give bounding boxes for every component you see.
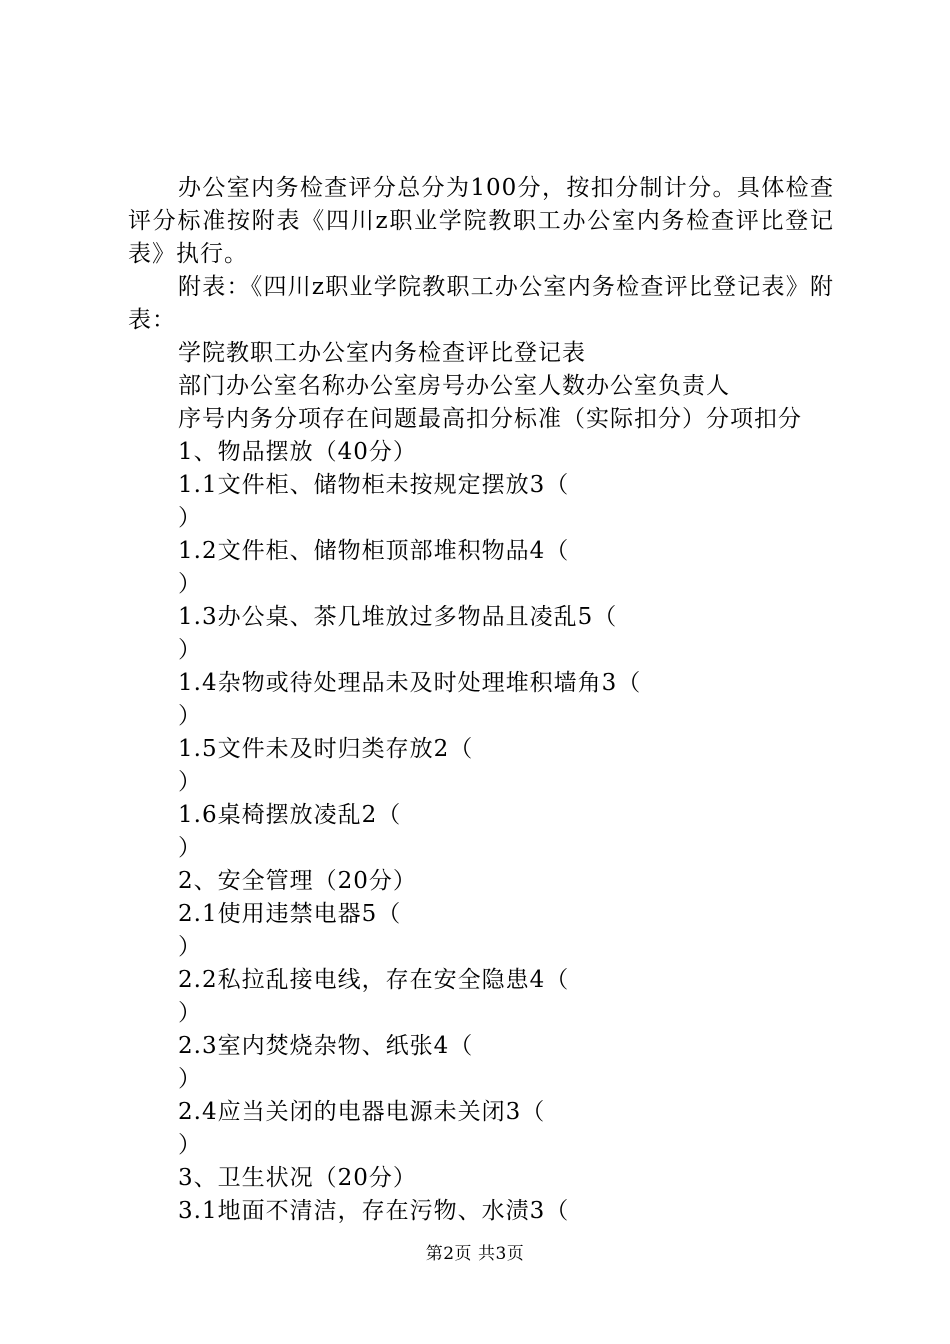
list-item-continuation: ） bbox=[178, 703, 202, 729]
list-item bbox=[128, 1096, 834, 1162]
list-item-text: 1.5文件未及时归类存放2（ bbox=[178, 736, 474, 762]
list-item bbox=[128, 535, 834, 601]
item-list bbox=[128, 436, 834, 1228]
list-item-continuation: ） bbox=[178, 1132, 202, 1158]
list-item bbox=[128, 601, 834, 667]
table-title: 学院教职工办公室内务检查评比登记表 bbox=[178, 340, 586, 366]
table-header-columns: 序号内务分项存在问题最高扣分标准（实际扣分）分项扣分 bbox=[178, 406, 802, 432]
list-item bbox=[128, 1162, 834, 1195]
list-item-continuation: ） bbox=[178, 835, 202, 861]
list-item-continuation: ） bbox=[178, 505, 202, 531]
list-item-text: 2.3室内焚烧杂物、纸张4（ bbox=[178, 1033, 474, 1059]
paragraph-scoring-rule: 办公室内务检查评分总分为100分，按扣分制计分。具体检查评分标准按附表《四川z职业学院教职工办公室内务检查评比登记表》执行。 bbox=[128, 175, 834, 267]
list-item-continuation: ） bbox=[178, 1000, 202, 1026]
list-item-text: 1、物品摆放（40分） bbox=[178, 439, 417, 465]
table-header-info: 部门办公室名称办公室房号办公室人数办公室负责人 bbox=[178, 373, 730, 399]
list-item bbox=[128, 865, 834, 898]
list-item-text: 1.1文件柜、储物柜未按规定摆放3（ bbox=[178, 472, 570, 498]
list-item-continuation: ） bbox=[178, 769, 202, 795]
list-item bbox=[128, 964, 834, 1030]
list-item-continuation: ） bbox=[178, 1066, 202, 1092]
list-item bbox=[128, 469, 834, 535]
page-footer bbox=[0, 1242, 950, 1266]
list-item-text: 3、卫生状况（20分） bbox=[178, 1165, 417, 1191]
list-item-text: 2、安全管理（20分） bbox=[178, 868, 417, 894]
list-item bbox=[128, 898, 834, 964]
list-item bbox=[128, 1030, 834, 1096]
page-number: 第2页 共3页 bbox=[425, 1244, 525, 1264]
list-item bbox=[128, 799, 834, 865]
list-item-continuation: ） bbox=[178, 637, 202, 663]
list-item bbox=[128, 1195, 834, 1228]
document-body bbox=[128, 172, 834, 1228]
list-item-text: 1.3办公桌、茶几堆放过多物品且凌乱5（ bbox=[178, 604, 618, 630]
list-item-text: 1.2文件柜、储物柜顶部堆积物品4（ bbox=[178, 538, 570, 564]
list-item-text: 1.4杂物或待处理品未及时处理堆积墙角3（ bbox=[178, 670, 642, 696]
list-item-continuation: ） bbox=[178, 571, 202, 597]
list-item-text: 2.2私拉乱接电线，存在安全隐患4（ bbox=[178, 967, 570, 993]
list-item-continuation: ） bbox=[178, 934, 202, 960]
list-item bbox=[128, 733, 834, 799]
list-item-text: 3.1地面不清洁，存在污物、水渍3（ bbox=[178, 1198, 570, 1224]
list-item-text: 1.6桌椅摆放凌乱2（ bbox=[178, 802, 402, 828]
list-item-text: 2.4应当关闭的电器电源未关闭3（ bbox=[178, 1099, 546, 1125]
list-item bbox=[128, 436, 834, 469]
list-item-text: 2.1使用违禁电器5（ bbox=[178, 901, 402, 927]
paragraph-appendix-note: 附表：《四川z职业学院教职工办公室内务检查评比登记表》附表： bbox=[128, 274, 834, 333]
list-item bbox=[128, 667, 834, 733]
